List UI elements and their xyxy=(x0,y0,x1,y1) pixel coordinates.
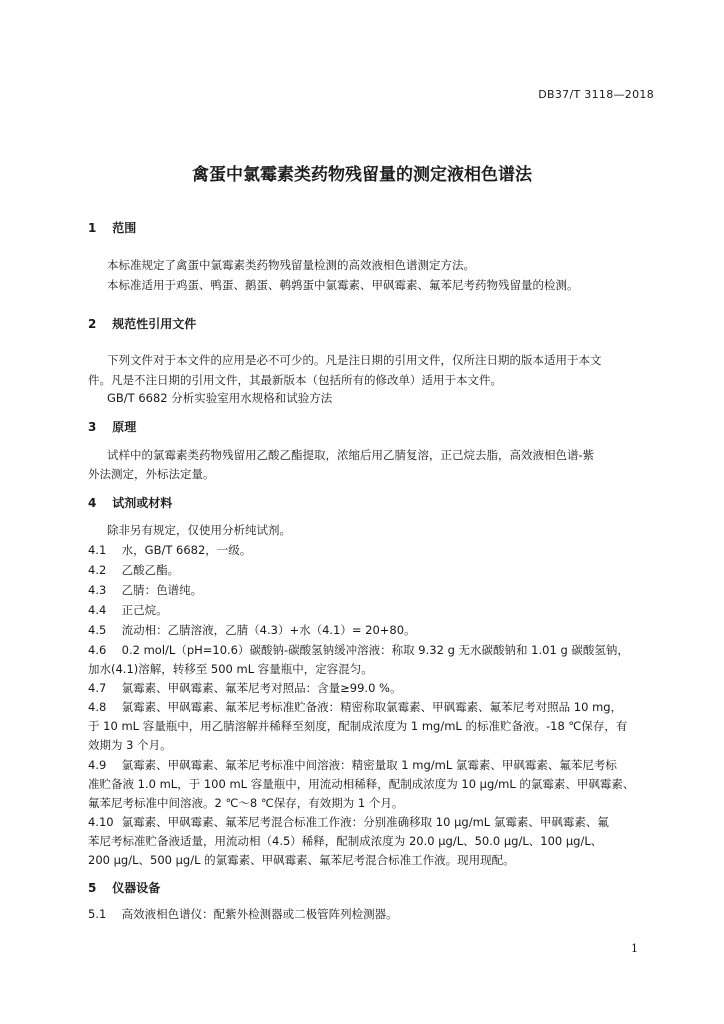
list-item xyxy=(88,814,609,830)
item-number: 4.6 xyxy=(88,643,107,657)
list-item xyxy=(88,582,202,598)
item-continuation: 加水(4.1)溶解，转移至 500 mL 容量瓶中，定容混匀。 xyxy=(88,662,373,676)
item-text: 高效液相色谱仪：配紫外检测器或二极管阵列检测器。 xyxy=(121,907,398,921)
section-number: 2 xyxy=(88,317,97,331)
section-title: 规范性引用文件 xyxy=(112,317,197,331)
item-text: 乙腈：色谱纯。 xyxy=(121,583,203,597)
list-item xyxy=(88,680,401,696)
item-text: 乙酸乙酯。 xyxy=(121,563,180,577)
item-continuation: 准贮备液 1.0 mL，于 100 mL 容量瓶中，用流动相稀释，配制成浓度为 10 μg/mL 的氯霉素、甲砜霉素、 xyxy=(88,777,635,791)
section-title: 仪器设备 xyxy=(112,881,161,895)
item-number: 4.10 xyxy=(88,815,114,829)
list-item xyxy=(88,562,179,578)
item-text: 正己烷。 xyxy=(121,603,168,617)
list-item xyxy=(88,602,168,618)
item-number: 4.3 xyxy=(88,583,107,597)
item-text: 氯霉素、甲砜霉素、氟苯尼考标准贮备液：精密称取氯霉素、甲砜霉素、氟苯尼考对照品 10 mg， xyxy=(121,700,623,714)
section-title: 原理 xyxy=(112,420,137,434)
paragraph: 除非另有规定，仅使用分析纯试剂。 xyxy=(107,523,291,537)
section-4-heading xyxy=(88,495,172,511)
item-continuation: 苯尼考标准贮备液适量，用流动相（4.5）稀释，配制成浓度为 20.0 μg/L、50.0 μg/L、100 μg/L、 xyxy=(88,834,603,848)
section-number: 1 xyxy=(88,221,97,235)
item-text: 水，GB/T 6682，一级。 xyxy=(121,543,252,557)
normative-reference: GB/T 6682 分析实验室用水规格和试验方法 xyxy=(107,391,333,405)
item-number: 4.5 xyxy=(88,623,107,637)
standard-code: DB37/T 3118—2018 xyxy=(538,88,654,101)
section-title: 试剂或材料 xyxy=(112,496,173,510)
section-2-heading xyxy=(88,316,196,332)
item-continuation: 于 10 mL 容量瓶中，用乙腈溶解并稀释至刻度，配制成浓度为 1 mg/mL 的标准贮备液。-18 ℃保存，有 xyxy=(88,719,628,733)
page-number: 1 xyxy=(631,942,638,955)
item-text: 流动相：乙腈溶液，乙腈（4.3）+水（4.1）= 20+80。 xyxy=(121,623,416,637)
paragraph-line: 件。凡是不注日期的引用文件，其最新版本（包括所有的修改单）适用于本文件。 xyxy=(88,373,502,387)
item-number: 4.4 xyxy=(88,603,107,617)
list-item xyxy=(88,642,629,658)
item-number: 4.7 xyxy=(88,681,107,695)
list-item xyxy=(88,622,416,638)
list-item xyxy=(88,906,398,922)
section-number: 3 xyxy=(88,420,97,434)
item-text: 0.2 mol/L（pH=10.6）碳酸钠-碳酸氢钠缓冲溶液：称取 9.32 g 无水碳酸钠和 1.01 g 碳酸氢钠， xyxy=(121,643,629,657)
paragraph: 本标准规定了禽蛋中氯霉素类药物残留量检测的高效液相色谱测定方法。 xyxy=(107,258,475,272)
item-text: 氯霉素、甲砜霉素、氟苯尼考对照品：含量≥99.0 %。 xyxy=(121,681,402,695)
section-5-heading xyxy=(88,880,160,896)
document-title: 禽蛋中氯霉素类药物残留量的测定液相色谱法 xyxy=(192,165,532,185)
section-number: 4 xyxy=(88,496,97,510)
item-continuation: 200 μg/L、500 μg/L 的氯霉素、甲砜霉素、氟苯尼考混合标准工作液。现用现配。 xyxy=(88,853,515,867)
item-number: 4.8 xyxy=(88,700,107,714)
paragraph: 本标准适用于鸡蛋、鸭蛋、鹅蛋、鹌鹑蛋中氯霉素、甲砜霉素、氟苯尼考药物残留量的检测。 xyxy=(107,278,579,292)
item-number: 4.9 xyxy=(88,758,107,772)
section-1-heading xyxy=(88,220,136,236)
list-item xyxy=(88,757,617,773)
item-number: 5.1 xyxy=(88,907,107,921)
section-title: 范围 xyxy=(112,221,137,235)
item-number: 4.2 xyxy=(88,563,107,577)
section-3-heading xyxy=(88,419,136,435)
item-number: 4.1 xyxy=(88,543,107,557)
paragraph-line: 试样中的氯霉素类药物残留用乙酸乙酯提取，浓缩后用乙腈复溶，正己烷去脂，高效液相色谱-紫 xyxy=(107,448,595,462)
paragraph-line: 外法测定，外标法定量。 xyxy=(88,467,215,481)
list-item xyxy=(88,542,251,558)
section-number: 5 xyxy=(88,881,97,895)
item-text: 氯霉素、甲砜霉素、氟苯尼考混合标准工作液：分别准确移取 10 μg/mL 氯霉素、甲砜霉素、氟 xyxy=(121,815,609,829)
list-item xyxy=(88,699,622,715)
paragraph-line: 下列文件对于本文件的应用是必不可少的。凡是注日期的引用文件，仅所注日期的版本适用于本文 xyxy=(107,353,602,367)
item-continuation: 氟苯尼考标准中间溶液。2 ℃～8 ℃保存，有效期为 1 个月。 xyxy=(88,796,404,810)
item-text: 氯霉素、甲砜霉素、氟苯尼考标准中间溶液：精密量取 1 mg/mL 氯霉素、甲砜霉素、氟苯尼考标 xyxy=(121,758,617,772)
item-continuation: 效期为 3 个月。 xyxy=(88,738,172,752)
